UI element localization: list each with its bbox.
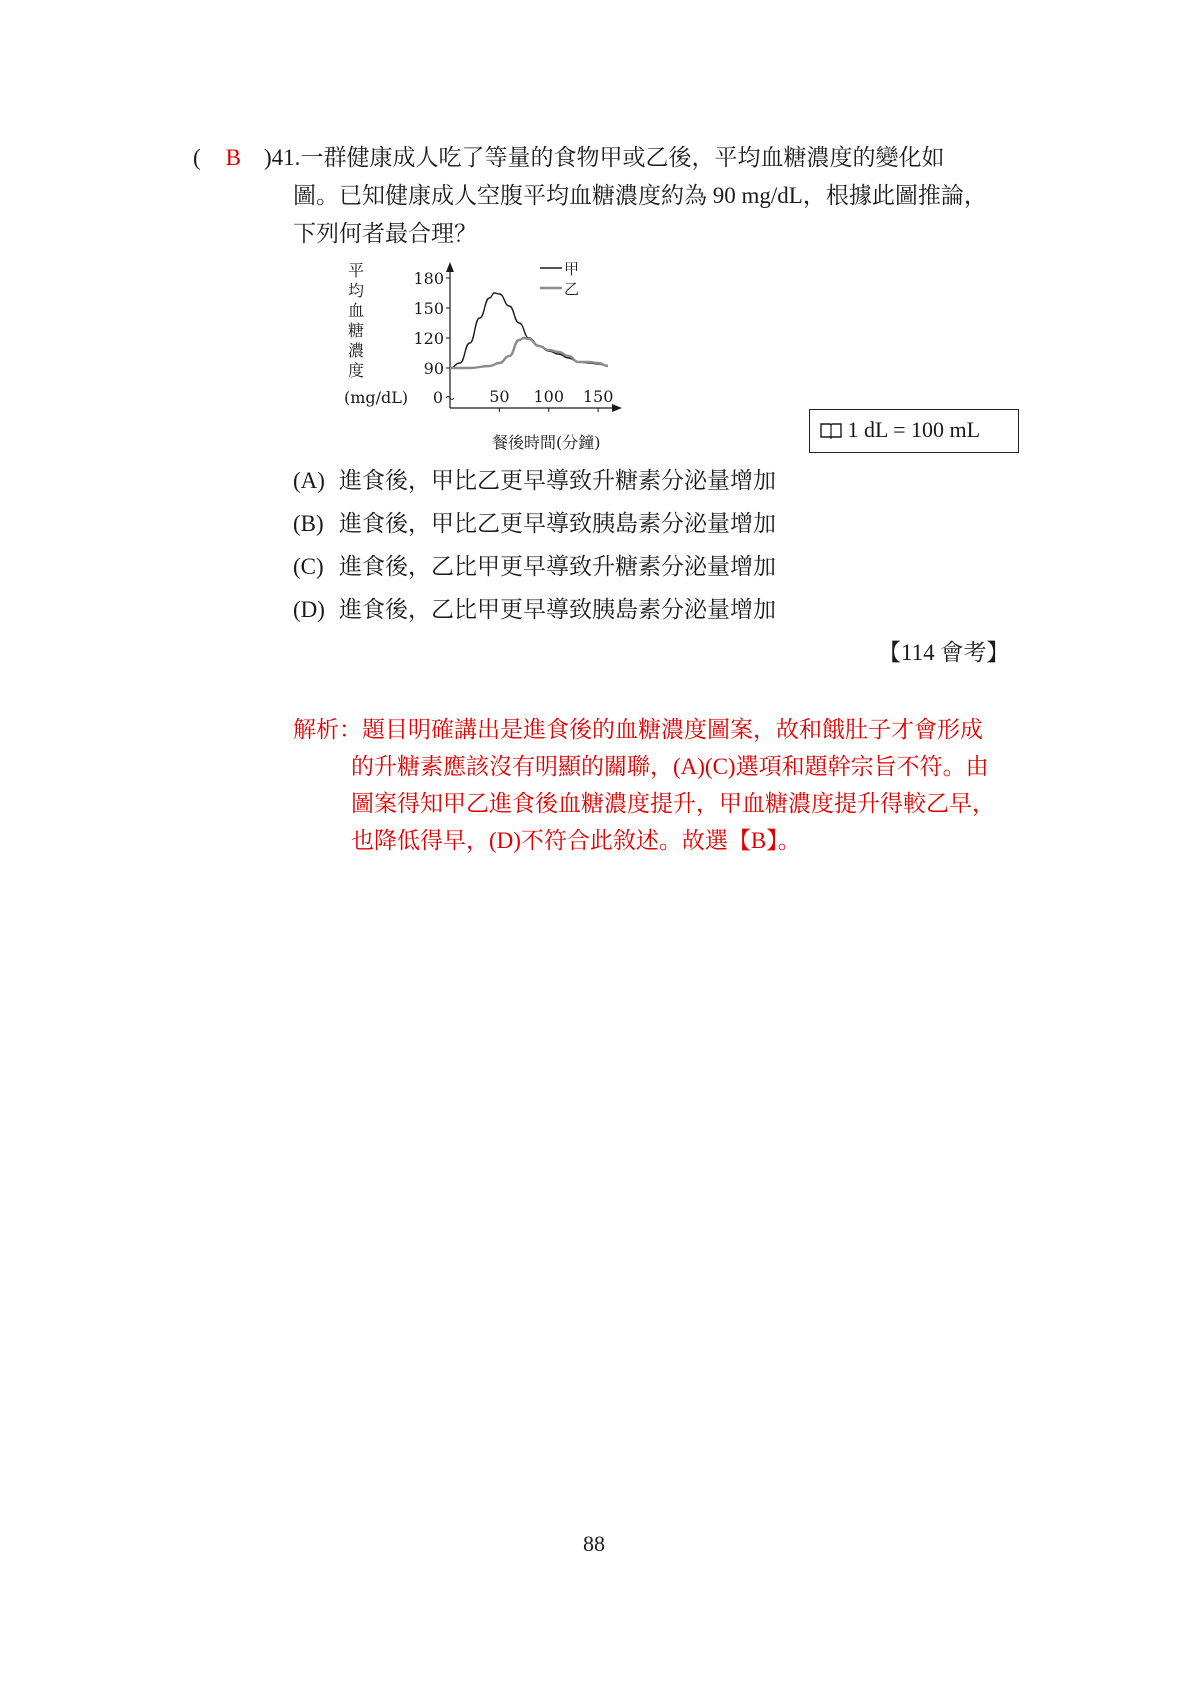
unit-note-text: 1 dL = 100 mL <box>847 417 981 442</box>
y-axis-label <box>348 261 364 380</box>
option-a-text: 進食後，甲比乙更早導致升糖素分泌量增加 <box>339 468 776 493</box>
option-d-text: 進食後，乙比甲更早導致胰島素分泌量增加 <box>339 597 776 622</box>
question-text-2: 圖。已知健康成人空腹平均血糖濃度約為 90 mg/dL，根據此圖推論， <box>293 183 987 208</box>
analysis-line-1: 解析：題目明確講出是進食後的血糖濃度圖案，故和餓肚子才會形成 <box>293 717 983 742</box>
option-b-letter: (B) <box>293 511 324 536</box>
y-ticks <box>413 269 450 378</box>
y-tick-label: 120 <box>413 329 444 348</box>
x-axis-label: 餐後時間(分鐘) <box>492 433 601 452</box>
y-label-char: 血 <box>348 301 365 320</box>
x-tick-label: 100 <box>533 387 565 406</box>
y-tick-label: 90 <box>423 359 444 378</box>
y-label-char: 濃 <box>348 341 365 360</box>
x-axis-arrow <box>612 404 622 412</box>
x-tick-label: 150 <box>582 387 614 406</box>
x-tick-label: 0 <box>432 388 444 407</box>
question-number: )41. <box>264 145 301 170</box>
option-c-letter: (C) <box>293 554 324 579</box>
question-text-1: 一群健康成人吃了等量的食物甲或乙後，平均血糖濃度的變化如 <box>300 145 945 170</box>
y-tick-label: 180 <box>413 269 444 288</box>
source-tag: 【114 會考】 <box>878 640 1010 665</box>
question-line-1 <box>193 140 944 176</box>
answer-letter: B <box>225 145 242 170</box>
answer-open-paren: ( <box>193 145 201 170</box>
option-a-letter: (A) <box>293 468 325 493</box>
unit-note-box <box>809 409 1019 453</box>
y-axis-arrow <box>446 262 454 272</box>
y-label-char: 度 <box>348 361 365 380</box>
question-text-3: 下列何者最合理？ <box>293 221 477 246</box>
page-number: 88 <box>583 1531 605 1556</box>
y-tick-label: 150 <box>413 299 444 318</box>
y-label-char: 糖 <box>348 321 365 340</box>
y-label-char: 均 <box>348 281 365 300</box>
legend <box>540 260 579 298</box>
option-a <box>293 462 776 495</box>
option-d <box>293 591 776 624</box>
y-label-char: 平 <box>348 261 365 280</box>
option-b <box>293 505 776 538</box>
series-line-jia <box>450 293 608 368</box>
series-lines <box>450 293 608 368</box>
option-c-text: 進食後，乙比甲更早導致升糖素分泌量增加 <box>339 554 776 579</box>
legend-label: 甲 <box>564 260 580 278</box>
option-c <box>293 548 776 581</box>
analysis-line-2: 的升糖素應該沒有明顯的關聯，(A)(C)選項和題幹宗旨不符。由 <box>351 754 989 779</box>
y-axis-unit: (mg/dL) <box>344 388 409 407</box>
analysis-line-4: 也降低得早，(D)不符合此敘述。故選【B】。 <box>351 828 801 853</box>
book-icon <box>820 421 842 439</box>
x-tick-label: 50 <box>489 387 510 406</box>
option-b-text: 進食後，甲比乙更早導致胰島素分泌量增加 <box>339 511 776 536</box>
option-d-letter: (D) <box>293 597 325 622</box>
analysis-line-3: 圖案得知甲乙進食後血糖濃度提升，甲血糖濃度提升得較乙早， <box>351 791 995 816</box>
legend-label: 乙 <box>564 280 580 298</box>
blood-sugar-chart <box>340 258 640 458</box>
series-line-yi <box>450 338 608 368</box>
